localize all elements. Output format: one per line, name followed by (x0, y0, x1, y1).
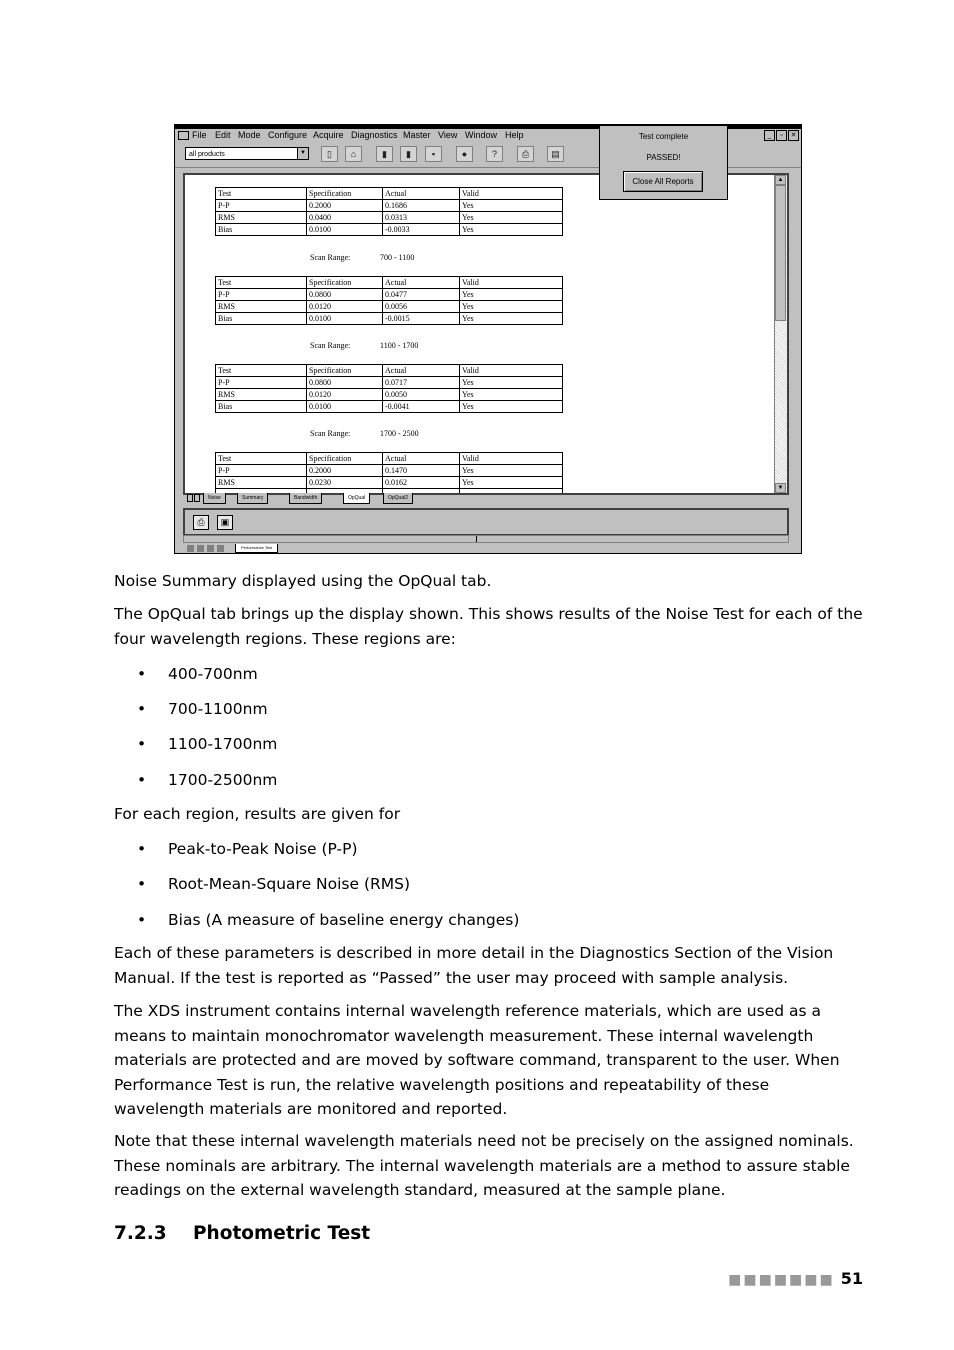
lower-panel (183, 508, 789, 536)
scan-range-value: 1100 - 1700 (380, 341, 419, 350)
cell: RMS (216, 477, 307, 489)
minimize-icon[interactable]: _ (764, 130, 775, 141)
cell: 0.0120 (307, 301, 383, 313)
section-title: Photometric Test (193, 1223, 371, 1244)
table-row (216, 389, 563, 401)
first-sheet-icon[interactable] (187, 545, 194, 552)
report-icon[interactable]: ▤ (547, 146, 564, 162)
header-specification: Specification (307, 365, 383, 377)
instrument-icon[interactable]: ▮ (376, 146, 393, 162)
dialog-status: PASSED! (646, 153, 681, 162)
header-actual: Actual (383, 277, 460, 289)
cell: 0.0100 (307, 401, 383, 413)
tab-prev-icon[interactable] (187, 494, 193, 502)
section-number: 7.2.3 (114, 1223, 167, 1244)
menu-edit[interactable]: Edit (215, 130, 231, 140)
cell: RMS (216, 301, 307, 313)
cell: RMS (216, 212, 307, 224)
page-footer (728, 1269, 863, 1288)
tab-opqual2[interactable]: OpQual2 (383, 493, 413, 504)
cell: 0.1470 (383, 465, 460, 477)
cell: Yes (460, 212, 563, 224)
cell: 0.2000 (307, 465, 383, 477)
header-specification: Specification (307, 453, 383, 465)
close-all-reports-button[interactable]: Close All Reports (623, 171, 703, 192)
table-row (216, 401, 563, 413)
header-specification: Specification (307, 188, 383, 200)
restore-icon[interactable]: ▫ (776, 130, 787, 141)
cell: P-P (216, 377, 307, 389)
report-tabs (187, 493, 785, 504)
sheet-tabs (187, 544, 787, 553)
tab-noise[interactable]: Noise (203, 493, 226, 504)
menu-file[interactable]: File (192, 130, 207, 140)
product-select[interactable] (185, 147, 309, 160)
cell: 0.0100 (307, 313, 383, 325)
menu-master[interactable]: Master (403, 130, 431, 140)
cell: 0.0100 (307, 224, 383, 236)
menu-window[interactable]: Window (465, 130, 498, 140)
cell: -0.0041 (383, 401, 460, 413)
cell: P-P (216, 289, 307, 301)
cell: Yes (460, 401, 563, 413)
cell: Yes (460, 477, 563, 489)
cell: 0.0400 (307, 212, 383, 224)
table-row (216, 200, 563, 212)
footer-dots: ■■■■■■■ (728, 1272, 835, 1288)
paragraph-results: For each region, results are given for (114, 805, 401, 823)
tab-opqual[interactable]: OpQual (343, 493, 370, 504)
cell: -0.0015 (383, 313, 460, 325)
cell: 0.0800 (307, 289, 383, 301)
scroll-up-icon[interactable]: ▲ (775, 175, 786, 185)
noise-table-2 (215, 276, 563, 325)
stop-icon[interactable]: ● (456, 146, 473, 162)
scan-range-label: Scan Range: (310, 429, 351, 438)
table-row (216, 377, 563, 389)
cell: -0.0033 (383, 224, 460, 236)
header-actual: Actual (383, 365, 460, 377)
tab-next-icon[interactable] (194, 494, 200, 502)
list-item-text: Peak-to-Peak Noise (P-P) (168, 840, 358, 858)
bullet-icon: • (137, 840, 147, 858)
list-item-text: Bias (A measure of baseline energy changes) (168, 911, 520, 929)
scroll-thumb[interactable] (190, 536, 477, 542)
bullet-icon: • (137, 700, 147, 718)
prev-sheet-icon[interactable] (197, 545, 204, 552)
table-row (216, 301, 563, 313)
dialog-message: Test complete (638, 132, 689, 141)
table-header-row (216, 188, 563, 200)
new-document-icon[interactable]: ▯ (321, 146, 338, 162)
tab-performance-test[interactable]: Performance Test (235, 544, 278, 553)
header-test: Test (216, 453, 307, 465)
bullet-icon: • (137, 735, 147, 753)
header-actual: Actual (383, 188, 460, 200)
page-number: 51 (840, 1269, 863, 1288)
header-test: Test (216, 188, 307, 200)
scan-range (310, 253, 415, 262)
last-sheet-icon[interactable] (217, 545, 224, 552)
test-complete-dialog (599, 125, 728, 200)
cell: 0.0230 (307, 477, 383, 489)
report-document (183, 173, 789, 495)
cell: Yes (460, 301, 563, 313)
header-valid: Valid (460, 188, 563, 200)
cell: 0.0717 (383, 377, 460, 389)
cell: 0.0056 (383, 301, 460, 313)
bullet-icon: • (137, 875, 147, 893)
cell: Bias (216, 401, 307, 413)
table-row (216, 289, 563, 301)
paragraph-xds: The XDS instrument contains internal wavelength reference materials, which are used as a means to maintain monochromator wavelength measurement. These internal wavelength materials are protected and are moved by software command, transparent to the user. When Performance Test is run, the relative wavelength positions and repeatability of these wavelength materials are monitored and reported. (114, 1002, 840, 1118)
cell: P-P (216, 465, 307, 477)
noise-table-1 (215, 187, 563, 236)
scan-range (310, 429, 419, 438)
cell: Bias (216, 224, 307, 236)
close-icon[interactable]: ✕ (788, 130, 799, 141)
menu-help[interactable]: Help (505, 130, 524, 140)
scan-range-label: Scan Range: (310, 253, 351, 262)
save-disabled-icon[interactable]: ▪ (425, 146, 442, 162)
cell: 0.0800 (307, 377, 383, 389)
paragraph-note: Note that these internal wavelength materials need not be precisely on the assigned nominals. These nominals are arbitrary. The internal wavelength materials are a method to assure stable readings on the external wavelength standard, measured at the sample plane. (114, 1132, 854, 1199)
menu-acquire[interactable]: Acquire (313, 130, 344, 140)
menu-configure[interactable]: Configure (268, 130, 308, 140)
cell: RMS (216, 389, 307, 401)
cell: 0.2000 (307, 200, 383, 212)
list-item-text: 400-700nm (168, 665, 258, 683)
context-help-icon[interactable]: ? (486, 146, 503, 162)
header-test: Test (216, 365, 307, 377)
cell: Yes (460, 224, 563, 236)
list-item-text: 1700-2500nm (168, 771, 278, 789)
cell: 0.0162 (383, 477, 460, 489)
table-row (216, 465, 563, 477)
header-valid: Valid (460, 453, 563, 465)
menu-mode[interactable]: Mode (238, 130, 261, 140)
chevron-down-icon[interactable]: ▼ (297, 148, 308, 159)
cell: Yes (460, 465, 563, 477)
cell: Bias (216, 313, 307, 325)
paragraph-parameters: Each of these parameters is described in more detail in the Diagnostics Section of the Vision Manual. If the test is reported as “Passed” the user may proceed with sample analysis. (114, 944, 834, 987)
figure-caption: Noise Summary displayed using the OpQual tab. (114, 572, 492, 590)
header-valid: Valid (460, 277, 563, 289)
horizontal-scrollbar[interactable] (183, 535, 789, 543)
save-icon[interactable]: ▣ (217, 515, 233, 530)
table-row (216, 313, 563, 325)
cell: P-P (216, 200, 307, 212)
cell: Yes (460, 289, 563, 301)
cell: 0.1686 (383, 200, 460, 212)
menu-diagnostics[interactable]: Diagnostics (351, 130, 398, 140)
cell: 0.0477 (383, 289, 460, 301)
header-test: Test (216, 277, 307, 289)
noise-table-4 (215, 452, 563, 495)
cell: Yes (460, 200, 563, 212)
cell: Yes (460, 377, 563, 389)
window-buttons (764, 130, 799, 141)
header-specification: Specification (307, 277, 383, 289)
print-icon[interactable]: ⎙ (193, 515, 209, 530)
bullet-icon: • (137, 911, 147, 929)
header-valid: Valid (460, 365, 563, 377)
sample-icon[interactable]: ▮ (400, 146, 417, 162)
screenshot-figure (174, 124, 802, 554)
table-header-row (216, 277, 563, 289)
scroll-down-icon[interactable]: ▼ (775, 483, 786, 493)
table-header-row (216, 453, 563, 465)
list-item-text: 700-1100nm (168, 700, 268, 718)
cell: Yes (460, 389, 563, 401)
tab-bandwidth[interactable]: Bandwidth (289, 493, 322, 504)
table-row (216, 477, 563, 489)
bullet-icon: • (137, 771, 147, 789)
cell: Yes (460, 313, 563, 325)
tab-summary[interactable]: Summary (237, 493, 268, 504)
table-row (216, 212, 563, 224)
table-row (216, 224, 563, 236)
next-sheet-icon[interactable] (207, 545, 214, 552)
scan-range-value: 1700 - 2500 (380, 429, 419, 438)
vertical-scrollbar[interactable] (774, 175, 787, 493)
scan-range-label: Scan Range: (310, 341, 351, 350)
bullet-icon: • (137, 665, 147, 683)
noise-table-3 (215, 364, 563, 413)
product-select-value: all products (189, 151, 225, 158)
system-menu-icon[interactable] (178, 131, 189, 140)
menu-view[interactable]: View (438, 130, 458, 140)
list-item-text: Root-Mean-Square Noise (RMS) (168, 875, 411, 893)
cell: 0.0120 (307, 389, 383, 401)
header-actual: Actual (383, 453, 460, 465)
scan-range (310, 341, 419, 350)
list-item-text: 1100-1700nm (168, 735, 278, 753)
table-header-row (216, 365, 563, 377)
cell: 0.0313 (383, 212, 460, 224)
print-icon[interactable]: ⎙ (517, 146, 534, 162)
cell: 0.0050 (383, 389, 460, 401)
scan-range-value: 700 - 1100 (380, 253, 415, 262)
scroll-thumb[interactable] (775, 185, 786, 321)
paragraph-intro: The OpQual tab brings up the display shown. This shows results of the Noise Test for each of the four wavelength regions. These regions are: (114, 605, 863, 648)
open-folder-icon[interactable]: ⌂ (345, 146, 362, 162)
